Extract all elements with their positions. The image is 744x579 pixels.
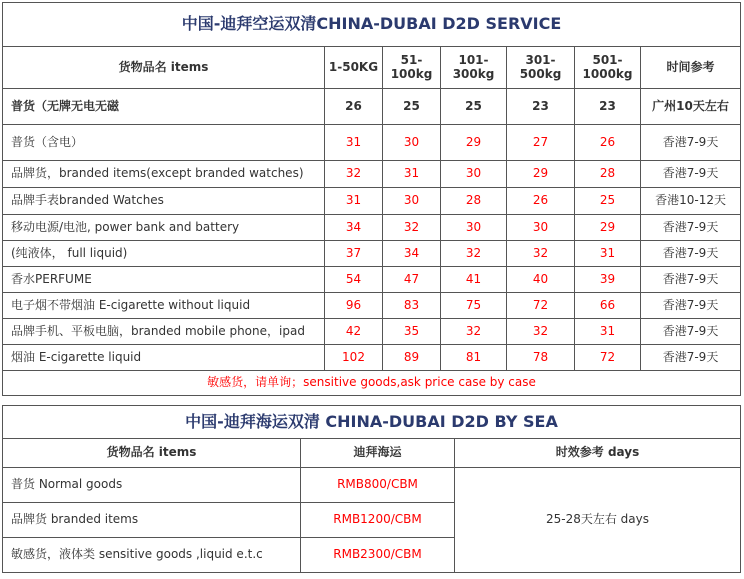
table-row xyxy=(3,161,741,188)
price-cell: 28 xyxy=(575,161,641,188)
price-cell: 40 xyxy=(507,267,575,293)
price-cell: 72 xyxy=(507,293,575,319)
price-cell: 30 xyxy=(383,125,441,161)
price-cell: 32 xyxy=(507,241,575,267)
table-row xyxy=(3,215,741,241)
time-cell: 香港7-9天 xyxy=(641,293,741,319)
price-cell: 89 xyxy=(383,345,441,371)
table-row xyxy=(3,188,741,215)
price-cell: 102 xyxy=(325,345,383,371)
price-cell: 29 xyxy=(441,125,507,161)
item-name: 品牌手机、平板电脑，branded mobile phone，ipad xyxy=(3,319,325,345)
price-cell: 29 xyxy=(507,161,575,188)
item-name: 普货 Normal goods xyxy=(3,468,301,503)
price-cell: 47 xyxy=(383,267,441,293)
price-cell: 26 xyxy=(507,188,575,215)
time-cell: 香港7-9天 xyxy=(641,319,741,345)
table-row xyxy=(3,345,741,371)
time-cell: 香港7-9天 xyxy=(641,345,741,371)
item-name: 香水PERFUME xyxy=(3,267,325,293)
table-row xyxy=(3,319,741,345)
air-table-title: 中国-迪拜空运双清CHINA-DUBAI D2D SERVICE xyxy=(3,3,741,47)
air-header-501-1000kg: 501-1000kg xyxy=(575,47,641,89)
price-cell: 27 xyxy=(507,125,575,161)
price-cell: RMB2300/CBM xyxy=(301,538,455,573)
price-cell: 26 xyxy=(575,125,641,161)
price-cell: 39 xyxy=(575,267,641,293)
price-cell: 34 xyxy=(325,215,383,241)
price-cell: 23 xyxy=(507,89,575,125)
price-cell: 30 xyxy=(441,215,507,241)
sea-header-dubai-sea: 迪拜海运 xyxy=(301,439,455,468)
price-cell: 25 xyxy=(383,89,441,125)
price-cell: 25 xyxy=(575,188,641,215)
item-name: 品牌手表branded Watches xyxy=(3,188,325,215)
air-header-time: 时间参考 xyxy=(641,47,741,89)
air-header-101-300kg: 101-300kg xyxy=(441,47,507,89)
air-header-1-50kg: 1-50KG xyxy=(325,47,383,89)
sea-table-title: 中国-迪拜海运双清 CHINA-DUBAI D2D BY SEA xyxy=(3,406,741,439)
price-cell: 34 xyxy=(383,241,441,267)
air-header-items: 货物品名 items xyxy=(3,47,325,89)
item-name: 电子烟不带烟油 E-cigarette without liquid xyxy=(3,293,325,319)
price-cell: 32 xyxy=(325,161,383,188)
time-cell: 香港7-9天 xyxy=(641,161,741,188)
table-row xyxy=(3,241,741,267)
table-row xyxy=(3,125,741,161)
price-cell: 81 xyxy=(441,345,507,371)
item-name: (纯液体， full liquid) xyxy=(3,241,325,267)
price-cell: 78 xyxy=(507,345,575,371)
price-cell: 23 xyxy=(575,89,641,125)
price-cell: 31 xyxy=(383,161,441,188)
time-cell: 香港10-12天 xyxy=(641,188,741,215)
item-name: 品牌货 branded items xyxy=(3,503,301,538)
price-cell: 66 xyxy=(575,293,641,319)
price-cell: 29 xyxy=(575,215,641,241)
table-row xyxy=(3,293,741,319)
price-cell: 32 xyxy=(507,319,575,345)
price-cell: 96 xyxy=(325,293,383,319)
price-cell: 54 xyxy=(325,267,383,293)
time-cell: 香港7-9天 xyxy=(641,267,741,293)
price-cell: 31 xyxy=(325,125,383,161)
time-cell: 香港7-9天 xyxy=(641,241,741,267)
table-row xyxy=(3,267,741,293)
price-cell: 32 xyxy=(441,241,507,267)
table-row xyxy=(3,89,741,125)
sea-header-days: 时效参考 days xyxy=(455,439,741,468)
sea-header-row xyxy=(3,439,741,468)
item-name: 烟油 E-cigarette liquid xyxy=(3,345,325,371)
price-cell: 83 xyxy=(383,293,441,319)
air-header-301-500kg: 301-500kg xyxy=(507,47,575,89)
item-name: 移动电源/电池, power bank and battery xyxy=(3,215,325,241)
time-cell: 广州10天左右 xyxy=(641,89,741,125)
time-cell: 香港7-9天 xyxy=(641,215,741,241)
item-name: 普货（含电） xyxy=(3,125,325,161)
item-name: 品牌货，branded items(except branded watches) xyxy=(3,161,325,188)
price-cell: 26 xyxy=(325,89,383,125)
air-header-row xyxy=(3,47,741,89)
item-name: 敏感货，液体类 sensitive goods ,liquid e.t.c xyxy=(3,538,301,573)
sea-freight-table xyxy=(2,405,741,573)
air-freight-table xyxy=(2,2,741,396)
price-cell: 75 xyxy=(441,293,507,319)
price-cell: RMB1200/CBM xyxy=(301,503,455,538)
time-cell: 香港7-9天 xyxy=(641,125,741,161)
sea-header-items: 货物品名 items xyxy=(3,439,301,468)
table-row xyxy=(3,468,741,503)
price-cell: 41 xyxy=(441,267,507,293)
price-cell: 28 xyxy=(441,188,507,215)
price-cell: 35 xyxy=(383,319,441,345)
price-cell: 37 xyxy=(325,241,383,267)
sea-time-cell: 25-28天左右 days xyxy=(455,468,741,573)
price-cell: RMB800/CBM xyxy=(301,468,455,503)
price-cell: 42 xyxy=(325,319,383,345)
sensitive-goods-note: 敏感货，请单询；sensitive goods,ask price case by case xyxy=(3,371,741,396)
price-cell: 72 xyxy=(575,345,641,371)
price-cell: 30 xyxy=(507,215,575,241)
price-cell: 31 xyxy=(575,241,641,267)
item-name: 普货（无牌无电无磁 xyxy=(3,89,325,125)
air-header-51-100kg: 51-100kg xyxy=(383,47,441,89)
price-cell: 30 xyxy=(441,161,507,188)
price-cell: 31 xyxy=(325,188,383,215)
price-cell: 25 xyxy=(441,89,507,125)
price-cell: 32 xyxy=(441,319,507,345)
price-cell: 32 xyxy=(383,215,441,241)
price-cell: 31 xyxy=(575,319,641,345)
price-cell: 30 xyxy=(383,188,441,215)
